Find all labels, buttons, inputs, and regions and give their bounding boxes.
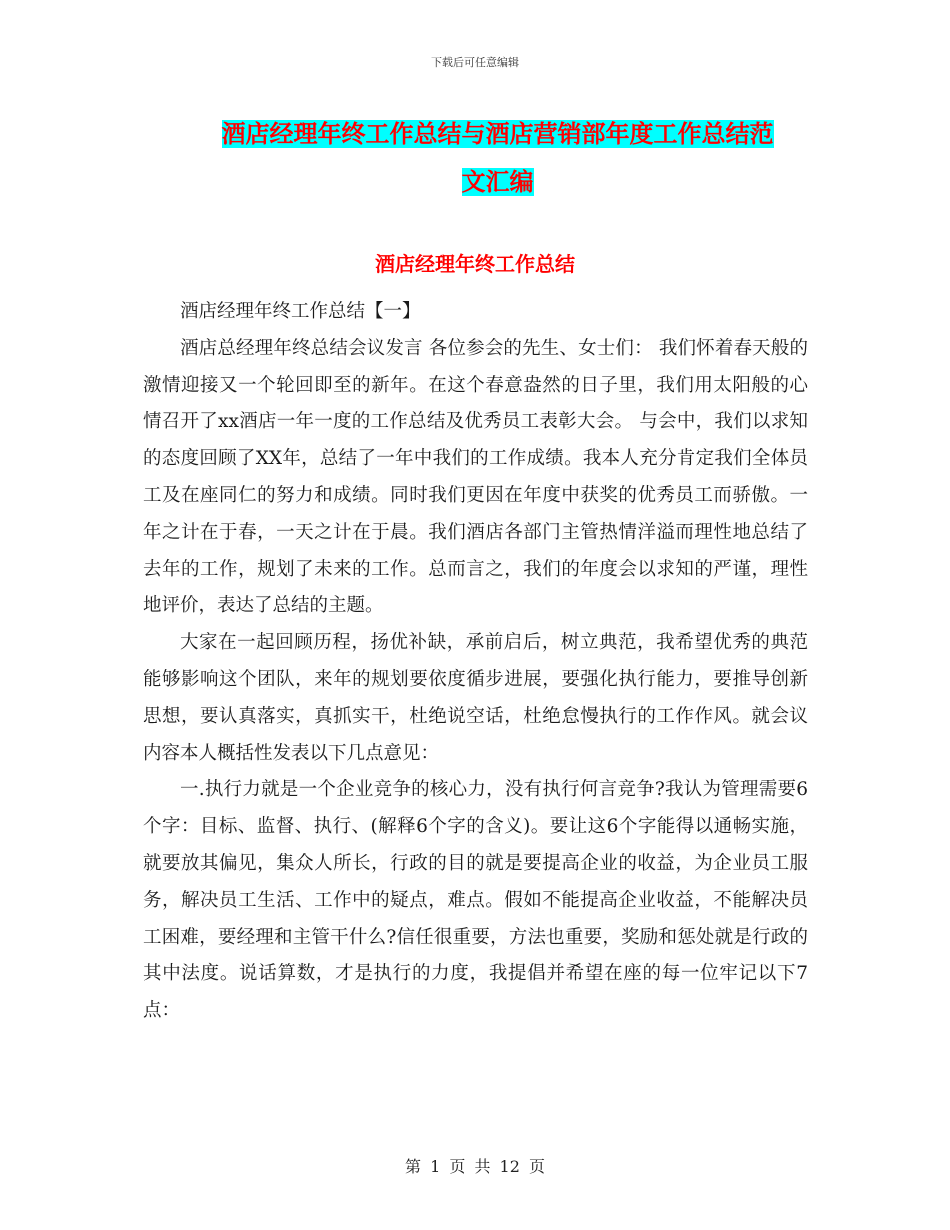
section-title: 酒店经理年终工作总结 xyxy=(375,252,575,276)
document-title-line-1: 酒店经理年终工作总结与酒店营销部年度工作总结范 xyxy=(221,120,774,148)
paragraph-subheading: 酒店经理年终工作总结【一】 xyxy=(180,301,421,322)
page-number: 第 1 页 共 12 页 xyxy=(405,1157,545,1176)
document-body xyxy=(143,294,808,1030)
paragraph: 一.执行力就是一个企业竞争的核心力，没有执行何言竞争?我认为管理需要6个字：目标、监督、执行、(解释6个字的含义)。要让这6个字能得以通畅实施，就要放其偏见，集众人所长，行政的目的就是要提高企业的收益，为企业员工服务，解决员工生活、工作中的疑点，难点。假如不能提高企业收益，不能解决员工困难，要经理和主管干什么?信任很重要，方法也重要，奖励和惩处就是行政的其中法度。说话算数，才是执行的力度，我提倡并希望在座的每一位牢记以下7点： xyxy=(143,779,808,1022)
header-note: 下载后可任意编辑 xyxy=(431,56,519,69)
document-title-line-2: 文汇编 xyxy=(461,168,534,196)
document-title xyxy=(185,110,810,206)
paragraph: 酒店总经理年终总结会议发言 各位参会的先生、女士们： 我们怀着春天般的激情迎接又一个轮回即至的新年。在这个春意盎然的日子里，我们用太阳般的心情召开了xx酒店一年一度的工作总结及优秀员工表彰大会。 与会中，我们以求知的态度回顾了XX年，总结了一年中我们的工作成绩。我本人充分肯定我们全体员工及在座同仁的努力和成绩。同时我们更因在年度中获奖的优秀员工而骄傲。一年之计在于春，一天之计在于晨。我们酒店各部门主管热情洋溢而理性地总结了去年的工作，规划了未来的工作。总而言之，我们的年度会以求知的严谨，理性地评价，表达了总结的主题。 xyxy=(143,337,808,617)
paragraph: 大家在一起回顾历程，扬优补缺，承前启后，树立典范，我希望优秀的典范能够影响这个团队，来年的规划要依度循步进展，要强化执行能力，要推导创新思想，要认真落实，真抓实干，杜绝说空话，杜绝怠慢执行的工作作风。就会议内容本人概括性发表以下几点意见： xyxy=(143,632,808,764)
